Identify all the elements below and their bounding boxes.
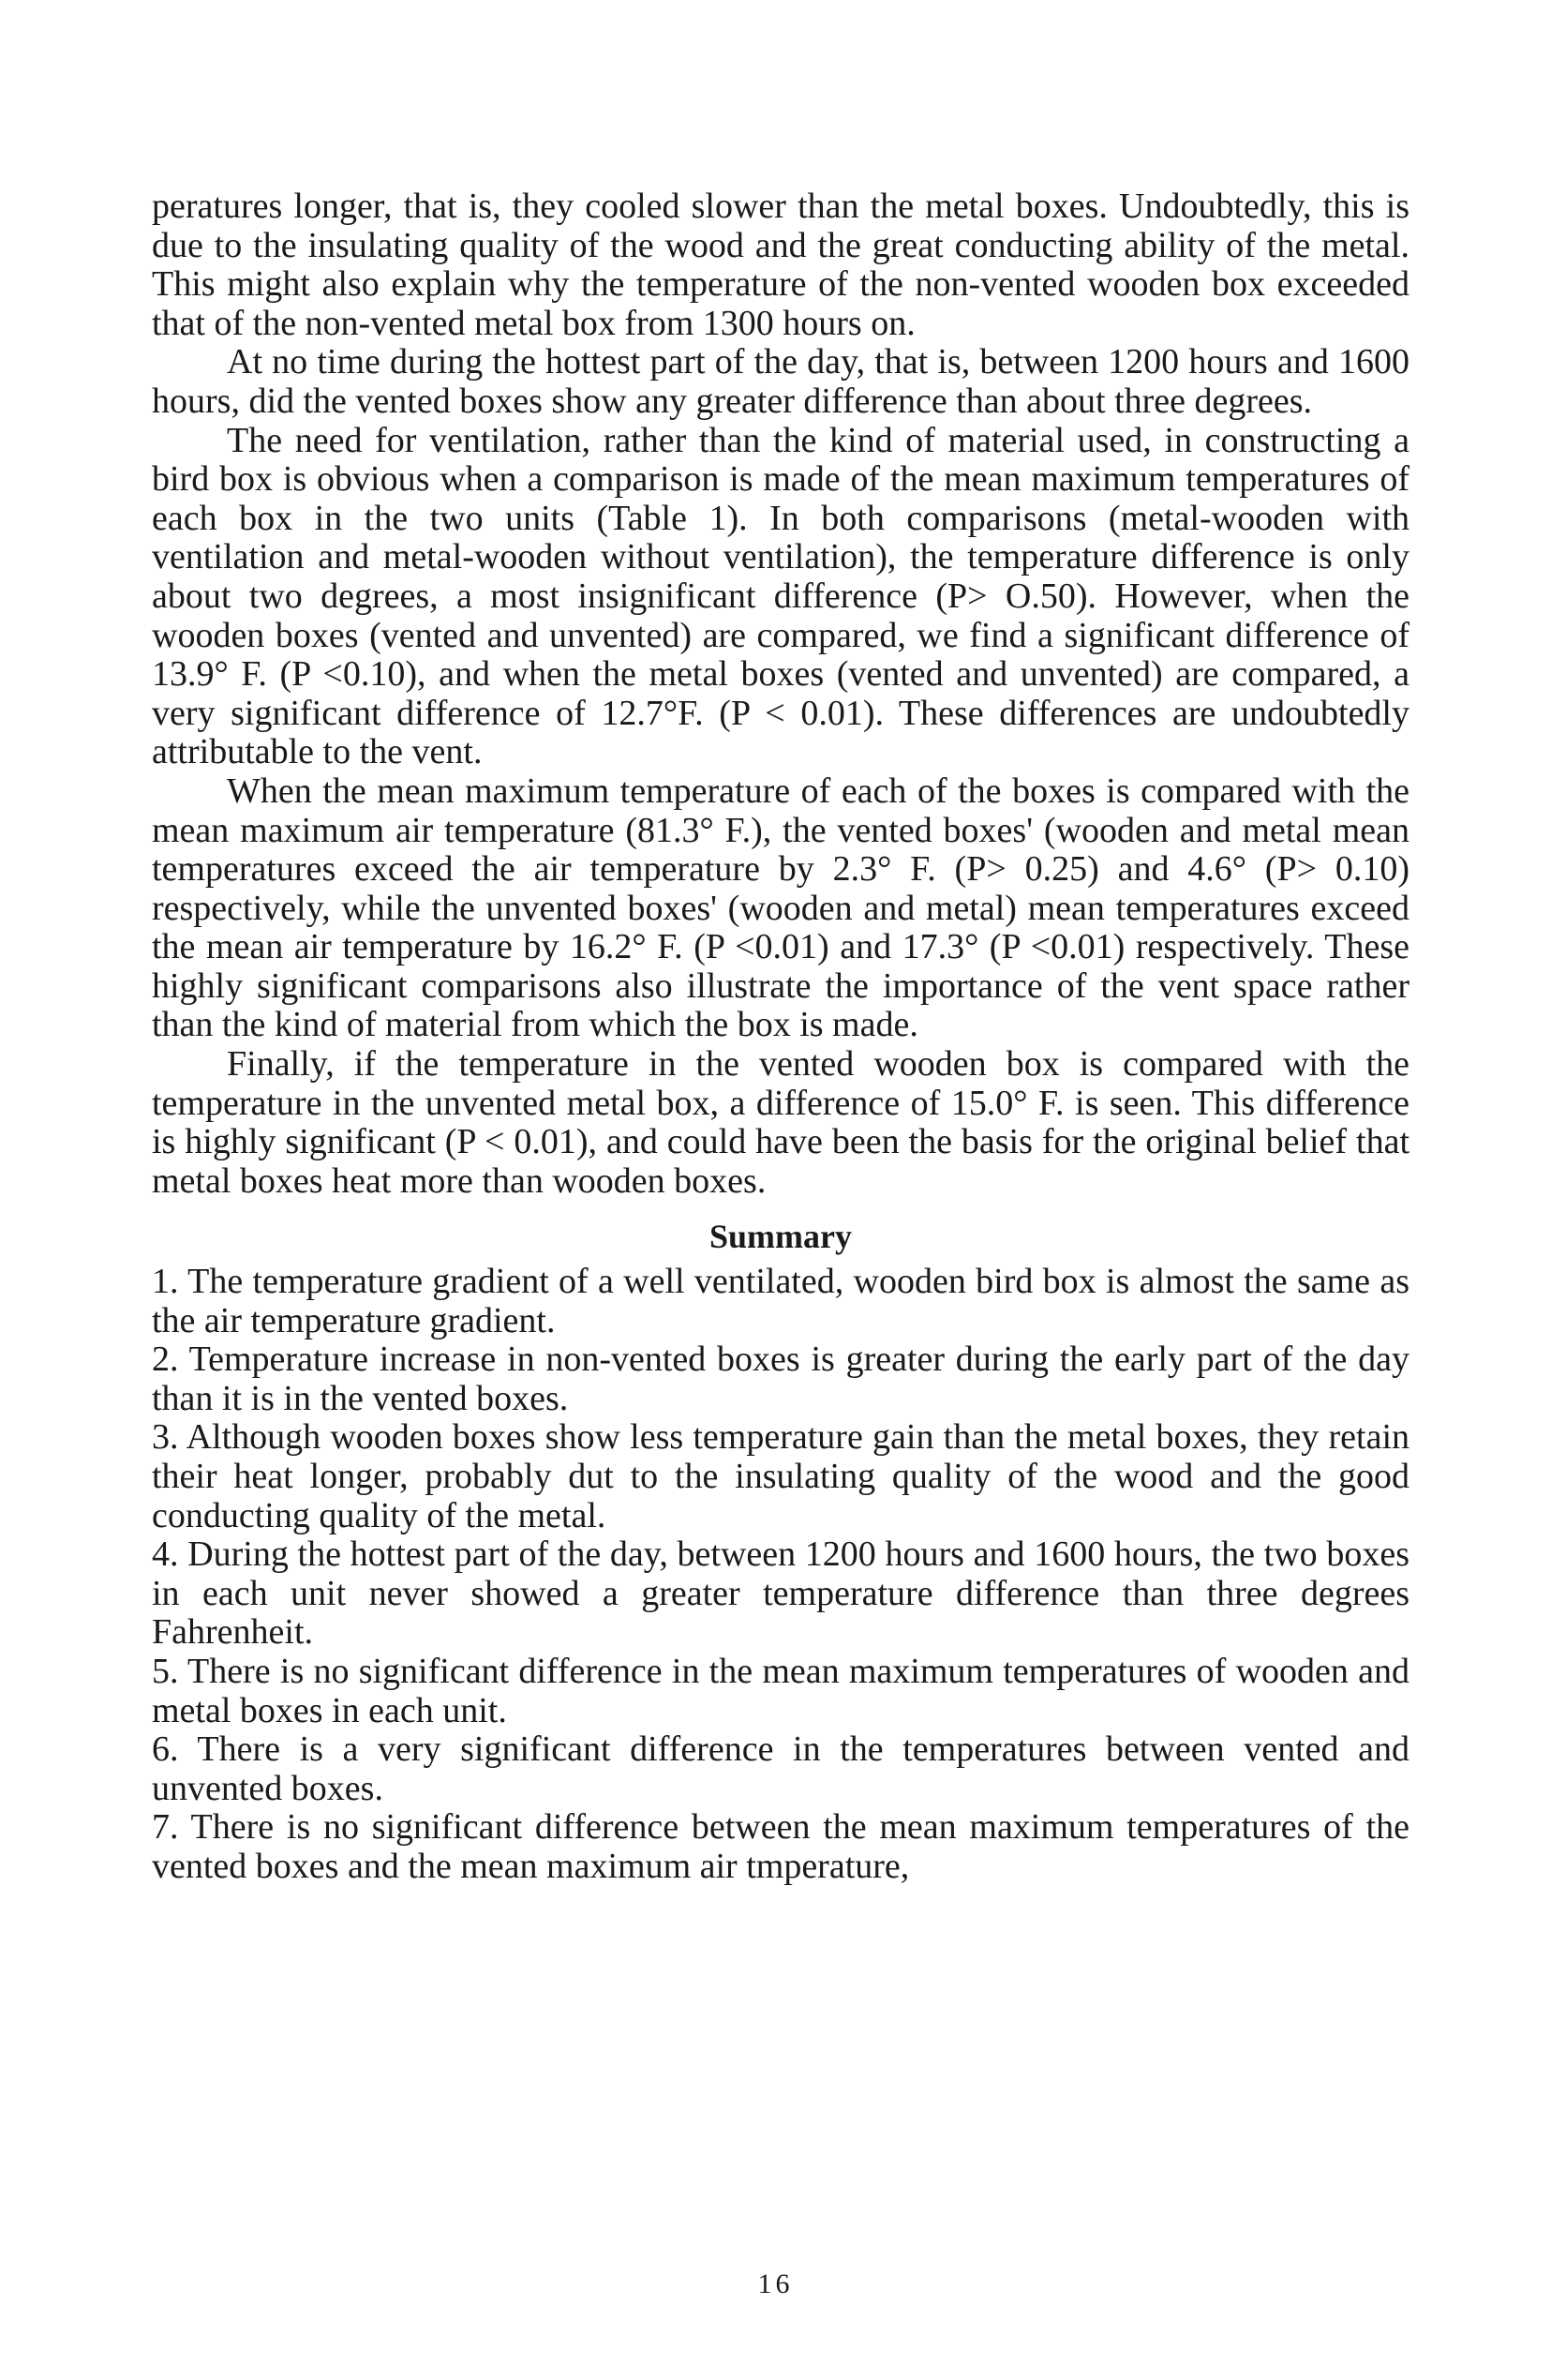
summary-item-7: 7. There is no significant difference between the mean maximum temperatures of the vented boxes and the mean maximum air tmperature, <box>152 1807 1409 1886</box>
summary-item-2: 2. Temperature increase in non-vented boxes is greater during the early part of the day than it is in the vented boxes. <box>152 1340 1409 1418</box>
paragraph-final-comparison: Finally, if the temperature in the vented wooden box is compared with the temperature in the unvented metal box, a difference of 15.0° F. is seen. This difference is highly significant (P < 0.01), and could have been the basis for the original belief that metal boxes heat more than wooden boxes. <box>152 1044 1409 1201</box>
paragraph-hottest-part: At no time during the hottest part of the day, that is, between 1200 hours and 1600 hours, did the vented boxes show any greater difference than about three degrees. <box>152 342 1409 421</box>
page-body <box>152 187 1409 1887</box>
summary-heading: Summary <box>709 1218 852 1256</box>
paragraph-continuation: peratures longer, that is, they cooled slower than the metal boxes. Undoubtedly, this is due to the insulating quality of the wood and the great conducting ability of the metal. This might also explain why the temperature of the non-vented wooden box exceeded that of the non-vented metal box from 1300 hours on. <box>152 187 1409 343</box>
summary-item-3: 3. Although wooden boxes show less temperature gain than the metal boxes, they retain their heat longer, probably dut to the insulating quality of the wood and the good conducting quality of the metal. <box>152 1417 1409 1535</box>
summary-item-4: 4. During the hottest part of the day, between 1200 hours and 1600 hours, the two boxes in each unit never showed a greater temperature difference than three degrees Fahrenheit. <box>152 1534 1409 1653</box>
paragraph-ventilation-need: The need for ventilation, rather than the kind of material used, in constructing a bird box is obvious when a comparison is made of the mean maximum temperatures of each box in the two units (Table 1). In both comparisons (metal-wooden with ventilation and metal-wooden without ventilation), the temperature difference is only about two degrees, a most insignificant difference (P> O.50). However, when the wooden boxes (vented and unvented) are compared, we find a significant difference of 13.9° F. (P <0.10), and when the metal boxes (vented and unvented) are compared, a very significant difference of 12.7°F. (P < 0.01). These differences are undoubtedly attributable to the vent. <box>152 420 1409 772</box>
page-number: 16 <box>757 2268 794 2299</box>
summary-item-6: 6. There is a very significant difference in the temperatures between vented and unvented boxes. <box>152 1729 1409 1808</box>
paragraph-air-temperature-comparison: When the mean maximum temperature of each of the boxes is compared with the mean maximum air temperature (81.3° F.), the vented boxes' (wooden and metal mean temperatures exceed the air temperature by 2.3° F. (P> 0.25) and 4.6° (P> 0.10) respectively, while the unvented boxes' (wooden and metal) mean temperatures exceed the mean air temperature by 16.2° F. (P <0.01) and 17.3° (P <0.01) respectively. These highly significant comparisons also illustrate the importance of the vent space rather than the kind of material from which the box is made. <box>152 771 1409 1045</box>
summary-item-1: 1. The temperature gradient of a well ventilated, wooden bird box is almost the same as the air temperature gradient. <box>152 1262 1409 1340</box>
summary-item-5: 5. There is no significant difference in the mean maximum temperatures of wooden and metal boxes in each unit. <box>152 1651 1409 1730</box>
